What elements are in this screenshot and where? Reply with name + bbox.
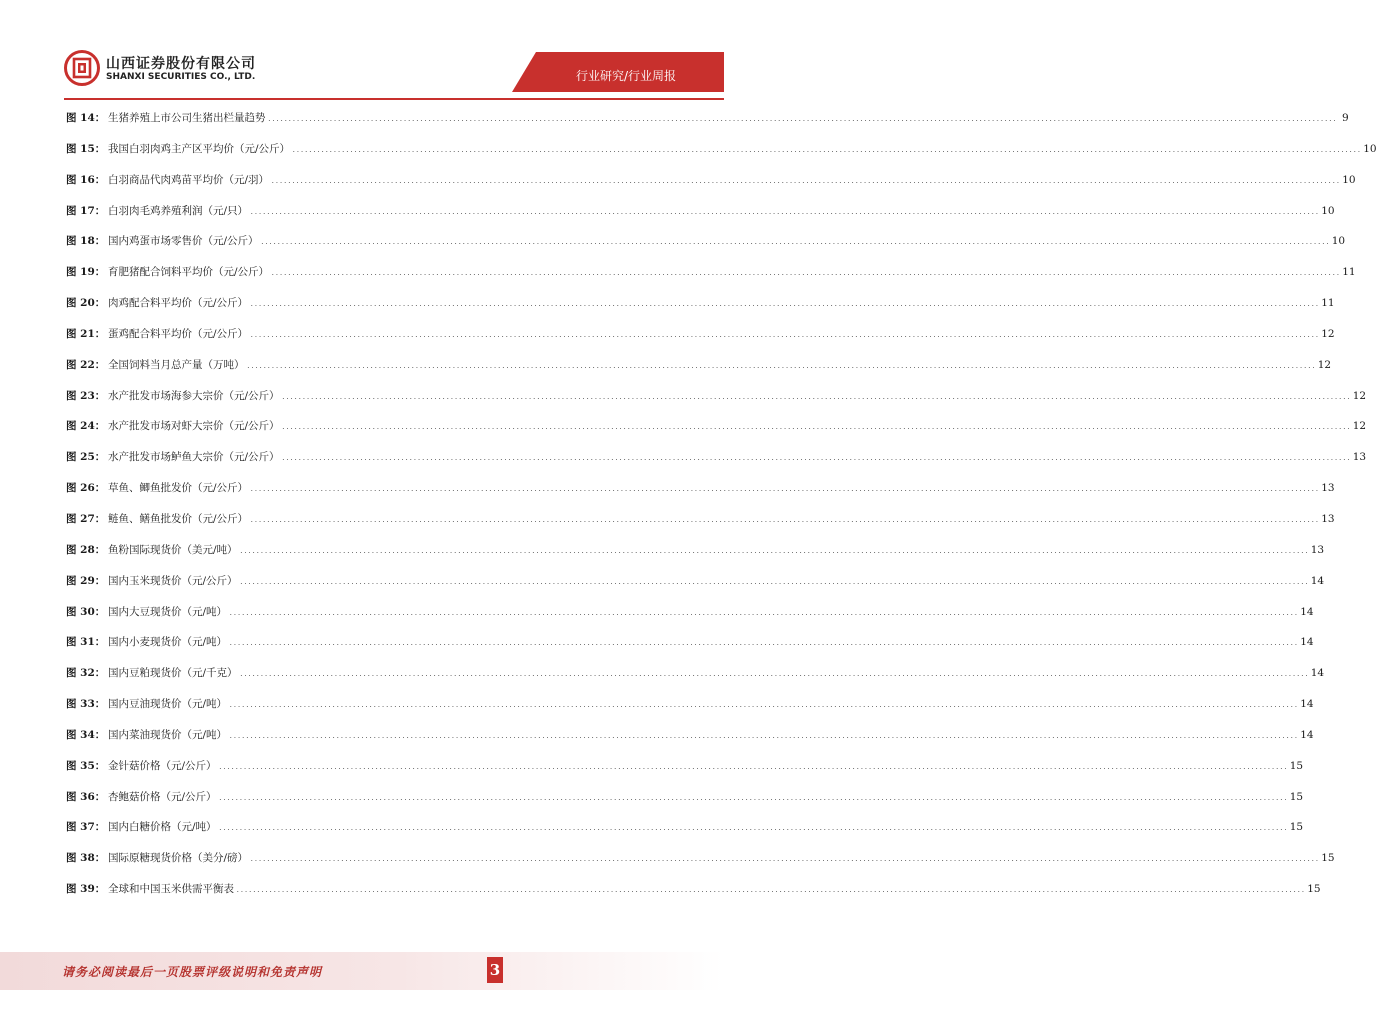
figure-list-item[interactable]: [66, 510, 1335, 541]
figure-page-number: 13: [1310, 543, 1325, 556]
dot-leader: ....................................................................................................................................................................................................................................................................: [239, 547, 1309, 555]
figure-page-number: 13: [1352, 451, 1367, 464]
figure-page-number: 14: [1310, 667, 1325, 680]
dot-leader: ....................................................................................................................................................................................................................................................................: [218, 825, 1288, 833]
figure-page-number: 10: [1331, 235, 1346, 248]
figure-title: 水产批发市场鲈鱼大宗价（元/公斤）: [108, 451, 280, 464]
dot-leader: ....................................................................................................................................................................................................................................................................: [218, 763, 1288, 771]
figure-title: 国内小麦现货价（元/吨）: [108, 636, 228, 649]
figure-page-number: 15: [1321, 852, 1335, 865]
figure-title: 金针菇价格（元/公斤）: [108, 759, 217, 772]
figure-title: 鱼粉国际现货价（美元/吨）: [108, 543, 238, 556]
figure-title: 全球和中国玉米供需平衡表: [108, 883, 234, 896]
figure-label: 图 30：: [66, 605, 106, 618]
figure-title: 水产批发市场对虾大宗价（元/公斤）: [108, 420, 280, 433]
dot-leader: ....................................................................................................................................................................................................................................................................: [267, 116, 1337, 123]
figure-title: 国内菜油现货价（元/吨）: [108, 728, 228, 741]
figure-label: 图 36：: [66, 790, 106, 803]
figure-list-item[interactable]: [66, 263, 1356, 294]
dot-leader: ....................................................................................................................................................................................................................................................................: [281, 393, 1351, 401]
figure-title: 国内豆油现货价（元/吨）: [108, 698, 228, 711]
figure-title: 蛋鸡配合料平均价（元/公斤）: [108, 327, 249, 340]
figure-title: 我国白羽肉鸡主产区平均价（元/公斤）: [108, 142, 291, 155]
company-name-cn: 山西证券股份有限公司: [106, 56, 256, 72]
figure-label: 图 25：: [66, 451, 106, 464]
dot-leader: ....................................................................................................................................................................................................................................................................: [250, 486, 1320, 494]
figure-label: 图 20：: [66, 297, 106, 310]
dot-leader: ....................................................................................................................................................................................................................................................................: [250, 208, 1320, 216]
figure-page-number: 12: [1317, 358, 1332, 371]
figure-label: 图 19：: [66, 266, 106, 279]
figure-page-number: 13: [1321, 482, 1335, 495]
dot-leader: ....................................................................................................................................................................................................................................................................: [281, 424, 1351, 432]
figure-title: 白羽商品代肉鸡苗平均价（元/羽）: [108, 173, 270, 186]
figure-page-number: 10: [1321, 204, 1335, 217]
page-header: [0, 0, 724, 100]
figure-label: 图 33：: [66, 698, 106, 711]
figure-label: 图 35：: [66, 759, 106, 772]
figure-list-item[interactable]: [66, 356, 1332, 387]
figure-title: 国内鸡蛋市场零售价（元/公斤）: [108, 235, 259, 248]
dot-leader: ....................................................................................................................................................................................................................................................................: [229, 732, 1299, 740]
figure-list-item[interactable]: [66, 572, 1325, 603]
figure-list-item[interactable]: [66, 849, 1335, 880]
figure-page-number: 10: [1363, 142, 1377, 155]
figure-label: 图 16：: [66, 173, 106, 186]
dot-leader: ....................................................................................................................................................................................................................................................................: [236, 887, 1306, 895]
figure-label: 图 39：: [66, 883, 106, 896]
figure-label: 图 31：: [66, 636, 106, 649]
dot-leader: ....................................................................................................................................................................................................................................................................: [250, 331, 1320, 339]
dot-leader: ....................................................................................................................................................................................................................................................................: [250, 856, 1320, 864]
figure-list-item[interactable]: [66, 387, 1367, 418]
figure-label: 图 23：: [66, 389, 106, 402]
figure-list-item[interactable]: [66, 695, 1314, 726]
figure-list-item[interactable]: [66, 880, 1321, 911]
figure-page-number: 13: [1321, 512, 1335, 525]
figure-page-number: 12: [1352, 389, 1367, 402]
dot-leader: ....................................................................................................................................................................................................................................................................: [271, 270, 1341, 278]
dot-leader: ....................................................................................................................................................................................................................................................................: [239, 671, 1309, 679]
figure-label: 图 29：: [66, 574, 106, 587]
figure-list-item[interactable]: [66, 448, 1367, 479]
figure-page-number: 15: [1289, 759, 1304, 772]
figure-list-item[interactable]: [66, 633, 1314, 664]
figure-label: 图 27：: [66, 512, 106, 525]
dot-leader: ....................................................................................................................................................................................................................................................................: [239, 578, 1309, 586]
figure-label: 图 28：: [66, 543, 106, 556]
figure-label: 图 37：: [66, 821, 106, 834]
header-rule: [64, 98, 724, 100]
figure-list-item[interactable]: [66, 818, 1304, 849]
shanxi-securities-logo-icon: [64, 50, 100, 86]
figure-list-item[interactable]: [66, 726, 1314, 757]
figure-label: 图 22：: [66, 358, 106, 371]
figure-page-number: 9: [1342, 112, 1349, 124]
figure-label: 图 18：: [66, 235, 106, 248]
figure-title: 全国饲料当月总产量（万吨）: [108, 358, 245, 371]
company-name-en: SHANXI SECURITIES CO., LTD.: [106, 72, 256, 82]
figure-title: 国内豆粕现货价（元/千克）: [108, 667, 238, 680]
figure-title: 杏鲍菇价格（元/公斤）: [108, 790, 217, 803]
figure-list-item[interactable]: [66, 325, 1335, 356]
figure-label: 图 15：: [66, 142, 106, 155]
dot-leader: ....................................................................................................................................................................................................................................................................: [229, 609, 1299, 617]
figure-title: 育肥猪配合饲料平均价（元/公斤）: [108, 266, 270, 279]
figure-list-item[interactable]: [66, 202, 1335, 233]
figure-title: 水产批发市场海参大宗价（元/公斤）: [108, 389, 280, 402]
dot-leader: ....................................................................................................................................................................................................................................................................: [260, 239, 1330, 247]
dot-leader: ....................................................................................................................................................................................................................................................................: [292, 146, 1362, 154]
figure-list-item[interactable]: [66, 140, 1377, 171]
figure-list-item[interactable]: [66, 603, 1314, 634]
figure-page-number: 14: [1300, 636, 1314, 649]
dot-leader: ....................................................................................................................................................................................................................................................................: [229, 702, 1299, 710]
page-number: 3: [487, 957, 503, 983]
figure-list-item[interactable]: [66, 664, 1325, 695]
report-category: 行业研究/行业周报: [575, 69, 676, 83]
figure-title: 国际原糖现货价格（美分/磅）: [108, 852, 249, 865]
figure-page-number: 10: [1342, 173, 1356, 186]
figure-label: 图 26：: [66, 482, 106, 495]
figure-page-number: 12: [1321, 327, 1335, 340]
figure-page-number: 15: [1289, 790, 1304, 803]
dot-leader: ....................................................................................................................................................................................................................................................................: [250, 516, 1320, 524]
figure-title: 草鱼、鲫鱼批发价（元/公斤）: [108, 482, 249, 495]
figure-title: 鲢鱼、鳝鱼批发价（元/公斤）: [108, 512, 249, 525]
figure-list-item[interactable]: [66, 541, 1325, 572]
figure-page-number: 14: [1300, 728, 1314, 741]
dot-leader: ....................................................................................................................................................................................................................................................................: [281, 455, 1351, 463]
figure-page-number: 15: [1307, 883, 1321, 896]
figure-label: 图 14：: [66, 112, 106, 124]
figure-label: 图 21：: [66, 327, 106, 340]
figure-list-item[interactable]: [66, 417, 1367, 448]
figure-label: 图 38：: [66, 852, 106, 865]
figure-list-item[interactable]: [66, 479, 1335, 510]
figure-page-number: 12: [1352, 420, 1367, 433]
figure-label: 图 24：: [66, 420, 106, 433]
figure-page-number: 11: [1321, 297, 1335, 310]
dot-leader: ....................................................................................................................................................................................................................................................................: [271, 177, 1341, 185]
dot-leader: ....................................................................................................................................................................................................................................................................: [250, 301, 1320, 309]
figure-list-item[interactable]: [66, 109, 1349, 140]
disclaimer-notice: 请务必阅读最后一页股票评级说明和免责声明: [62, 965, 323, 979]
figure-page-number: 14: [1310, 574, 1325, 587]
figure-label: 图 17：: [66, 204, 106, 217]
figure-list-item[interactable]: [66, 294, 1335, 325]
figure-title: 肉鸡配合料平均价（元/公斤）: [108, 297, 249, 310]
figure-list-item[interactable]: [66, 171, 1356, 202]
figure-list-item[interactable]: [66, 757, 1304, 788]
figure-list-item[interactable]: [66, 232, 1346, 263]
figure-page-number: 11: [1342, 266, 1356, 279]
figure-page-number: 14: [1300, 605, 1314, 618]
figure-list-item[interactable]: [66, 788, 1304, 819]
dot-leader: ....................................................................................................................................................................................................................................................................: [218, 794, 1288, 802]
figure-title: 国内白糖价格（元/吨）: [108, 821, 217, 834]
figure-page-number: 15: [1289, 821, 1304, 834]
figure-list: [66, 109, 1377, 911]
figure-label: 图 32：: [66, 667, 106, 680]
figure-title: 白羽肉毛鸡养殖利润（元/只）: [108, 204, 249, 217]
figure-title: 生猪养殖上市公司生猪出栏量趋势: [108, 112, 266, 124]
figure-title: 国内玉米现货价（元/公斤）: [108, 574, 238, 587]
figure-page-number: 14: [1300, 698, 1314, 711]
figure-label: 图 34：: [66, 728, 106, 741]
dot-leader: ....................................................................................................................................................................................................................................................................: [229, 640, 1299, 648]
figure-title: 国内大豆现货价（元/吨）: [108, 605, 228, 618]
dot-leader: ....................................................................................................................................................................................................................................................................: [246, 362, 1316, 370]
